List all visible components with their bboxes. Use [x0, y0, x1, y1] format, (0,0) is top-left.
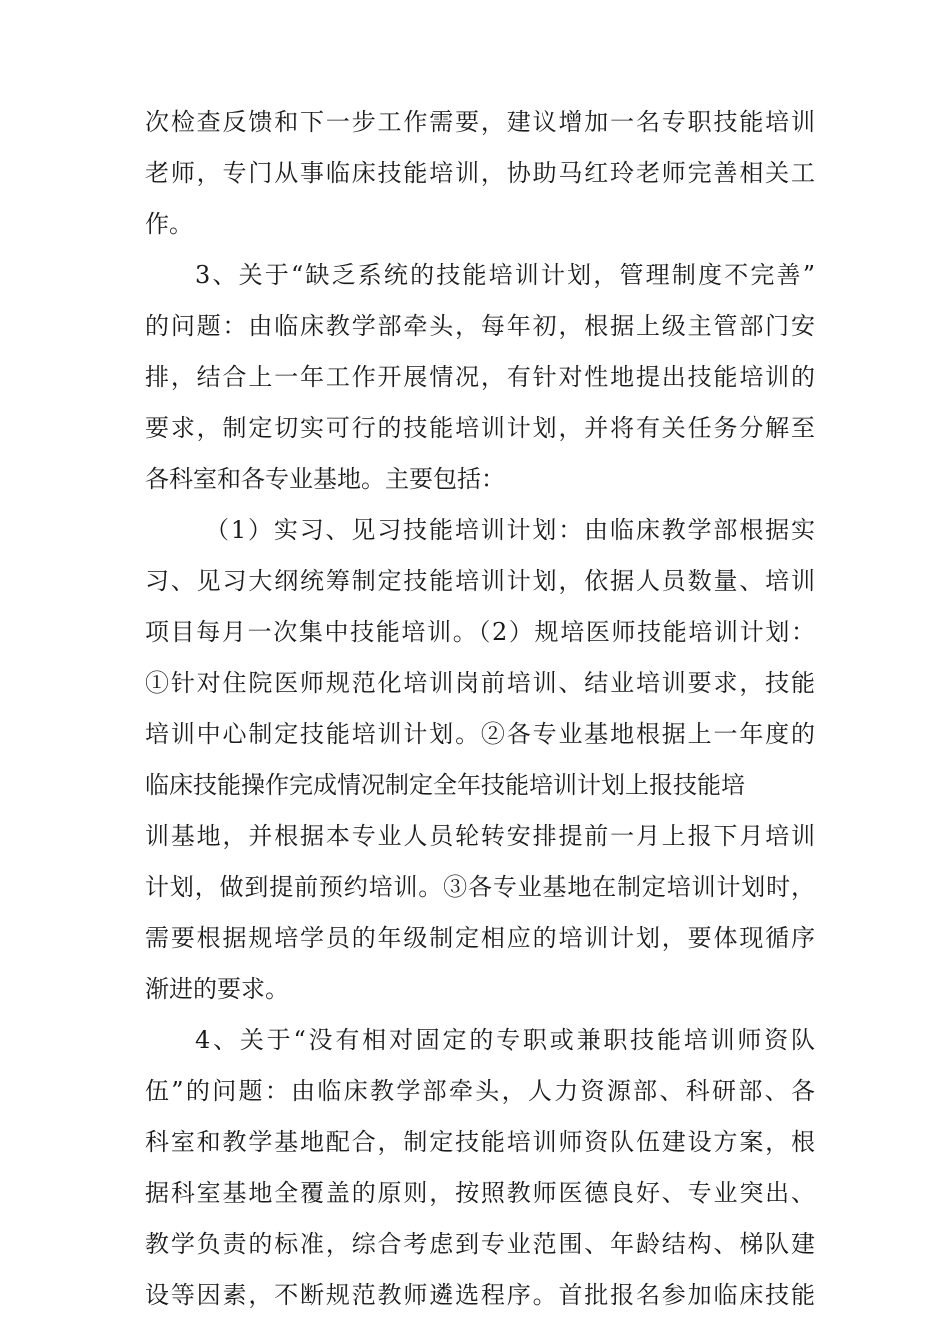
text-line: 要求，制定切实可行的技能培训计划，并将有关任务分解至	[145, 414, 815, 442]
document-body	[145, 97, 815, 1321]
text-line: 习、见习大纲统筹制定技能培训计划，依据人员数量、培训	[145, 567, 815, 595]
text-line: 训基地，并根据本专业人员轮转安排提前一月上报下月培训	[145, 822, 815, 850]
text-line: 项目每月一次集中技能培训。（2）规培医师技能培训计划：	[145, 618, 815, 646]
text-line: 设等因素，不断规范教师遴选程序。首批报名参加临床技能	[145, 1281, 815, 1309]
paragraph-start-line: 3、关于“缺乏系统的技能培训计划，管理制度不完善”	[195, 261, 815, 289]
paragraph-start-line: 4、关于“没有相对固定的专职或兼职技能培训师资队	[195, 1026, 815, 1054]
text-line: 伍”的问题：由临床教学部牵头，人力资源部、科研部、各	[145, 1077, 815, 1105]
text-line: 排，结合上一年工作开展情况，有针对性地提出技能培训的	[145, 363, 815, 391]
text-line: 各科室和各专业基地。主要包括：	[145, 465, 505, 493]
text-line: 教学负责的标准，综合考虑到专业范围、年龄结构、梯队建	[145, 1230, 815, 1258]
text-line: 渐进的要求。	[145, 975, 289, 1003]
text-line: 计划，做到提前预约培训。③各专业基地在制定培训计划时，	[145, 873, 815, 901]
text-line: 培训中心制定技能培训计划。②各专业基地根据上一年度的	[145, 720, 815, 748]
text-line: ①针对住院医师规范化培训岗前培训、结业培训要求，技能	[145, 669, 815, 697]
text-line: 作。	[145, 210, 193, 238]
text-line: 临床技能操作完成情况制定全年技能培训计划上报技能培	[145, 771, 745, 799]
text-line: 科室和教学基地配合，制定技能培训师资队伍建设方案，根	[145, 1128, 815, 1156]
paragraph-start-line: （1）实习、见习技能培训计划：由临床教学部根据实	[205, 516, 815, 544]
text-line: 据科室基地全覆盖的原则，按照教师医德良好、专业突出、	[145, 1179, 815, 1207]
text-line: 的问题：由临床教学部牵头，每年初，根据上级主管部门安	[145, 312, 815, 340]
text-line: 老师，专门从事临床技能培训，协助马红玲老师完善相关工	[145, 159, 815, 187]
text-line: 需要根据规培学员的年级制定相应的培训计划，要体现循序	[145, 924, 815, 952]
text-line: 次检查反馈和下一步工作需要，建议增加一名专职技能培训	[145, 108, 815, 136]
